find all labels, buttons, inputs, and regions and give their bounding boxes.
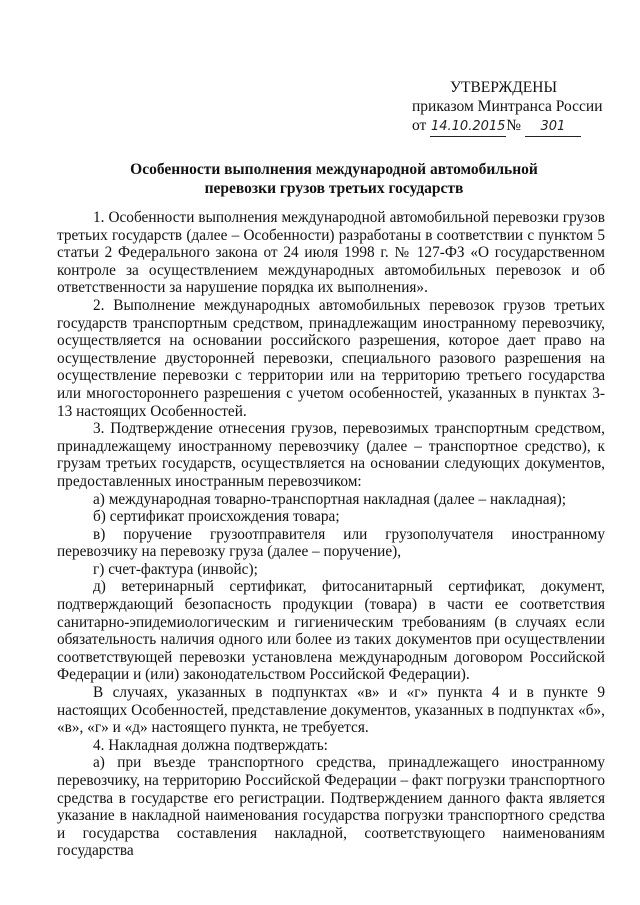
paragraph-3c: в) поручение грузоотправителя или грузополучателя иностранному перевозчику на перевозку груза (далее – поручение),: [57, 525, 605, 561]
paragraph-4: 4. Накладная должна подтверждать:: [93, 736, 328, 754]
approval-date-number-line: [412, 116, 622, 137]
number-sign: №: [506, 117, 521, 134]
paragraph-4a: а) при въезде транспортного средства, принадлежащего иностранному перевозчику, на территорию Российской Федерации – факт погрузки транспортного средства в государстве его регистрации. Подтверждением данного факта является указание в накладной наименования государства погрузки транспортного средства и государства составления накладной, соответствующего наименованиям государства: [57, 754, 605, 860]
handwritten-number: 301: [525, 117, 581, 137]
paragraph-3: 3. Подтверждение отнесения грузов, перевозимых транспортным средством, принадлежащему иностранному перевозчику (далее – транспортное средство), к грузам третьих государств, осуществляется на основании следующих документов, предоставленных иностранным перевозчиком:: [57, 420, 605, 490]
paragraph-2: 2. Выполнение международных автомобильных перевозок грузов третьих государств транспортным средством, принадлежащим иностранному перевозчику, осуществляется на основании российского разрешения, которое дает право на осуществление двусторонней перевозки, специального разового разрешения на осуществление перевозки с территории или на территорию третьего государства или многостороннего разрешения с учетом особенностей, указанных в пунктах 3-13 настоящих Особенностей.: [57, 296, 605, 420]
title-line-1: Особенности выполнения международной автомобильной: [130, 161, 538, 178]
document-body: [57, 209, 605, 860]
paragraph-1: 1. Особенности выполнения международной автомобильной перевозки грузов третьих государств (далее – Особенности) разработаны в соответствии с пунктом 5 статьи 2 Федерального закона от 24 июля 1998 г. № 127-ФЗ «О государственном контроле за осуществлением международных автомобильных перевозок и об ответственности за нарушение порядка их выполнения».: [57, 209, 605, 297]
paragraph-3-note: В случаях, указанных в подпунктах «в» и «г» пункта 4 и в пункте 9 настоящих Особенностей, представление документов, указанных в подпунктах «б», «в», «г» и «д» настоящего пункта, не требуется.: [57, 684, 605, 737]
paragraph-3d: г) счет-фактура (инвойс);: [93, 560, 258, 578]
approval-from-label: от: [412, 117, 427, 134]
paragraph-3b: б) сертификат происхождения товара;: [93, 508, 340, 526]
title-line-2: перевозки грузов третьих государств: [204, 180, 464, 197]
document-title: [60, 160, 608, 198]
approval-order-line: приказом Минтранса России: [412, 98, 603, 115]
approval-heading: УТВЕРЖДЕНЫ: [450, 79, 557, 96]
approval-block: [412, 78, 622, 137]
paragraph-3e: д) ветеринарный сертификат, фитосанитарный сертификат, документ, подтверждающий безопасность продукции (товара) в части ее соответствия санитарно-эпидемиологическим и гигиеническим требованиям (в случаях если обязательность наличия одного или более из таких документов при осуществлении соответствующей перевозки установлена международным договором Российской Федерации и (или) законодательством Российской Федерации).: [57, 578, 605, 684]
handwritten-date: 14.10.2015: [430, 117, 506, 137]
paragraph-3a: а) международная товарно-транспортная накладная (далее – накладная);: [93, 490, 566, 508]
